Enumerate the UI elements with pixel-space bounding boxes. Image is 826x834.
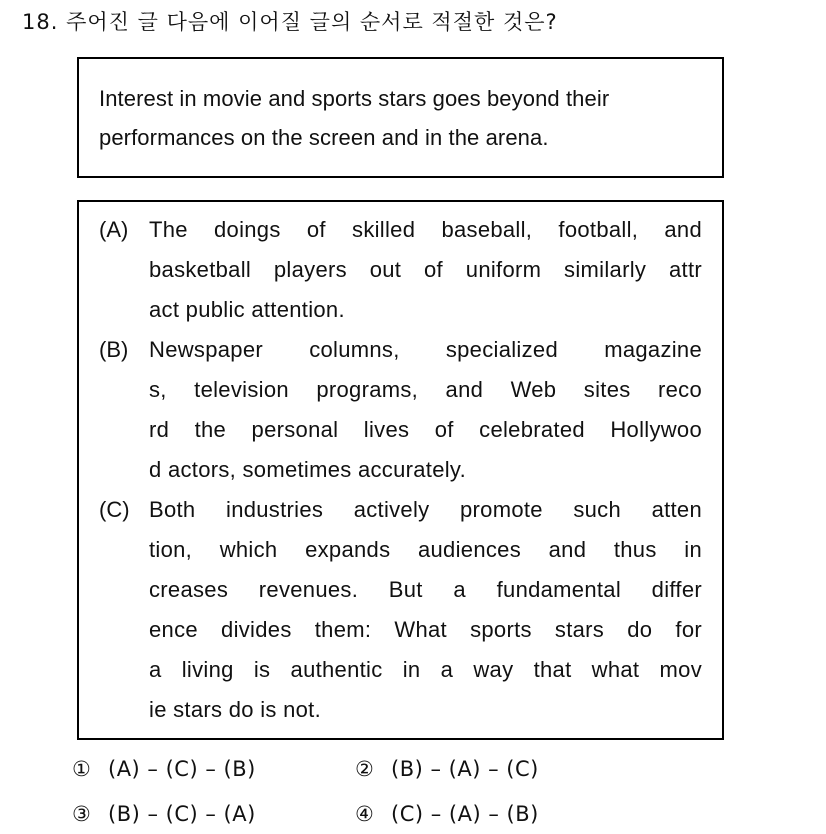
intro-line: Interest in movie and sports stars goes beyond their (99, 86, 610, 111)
choice-2[interactable] (355, 757, 539, 781)
paragraph-label: (C) (99, 497, 130, 522)
choice-text: (B) – (C) – (A) (108, 802, 256, 826)
paragraph-line: Newspaper columns, specialized magazine (149, 337, 702, 362)
question-title (22, 6, 558, 36)
choice-3[interactable] (72, 802, 256, 826)
paragraph-line: s, television programs, and Web sites reco (149, 377, 702, 402)
paragraph-line: rd the personal lives of celebrated Hollywoo (149, 417, 702, 442)
paragraph-line: creases revenues. But a fundamental differ (149, 577, 702, 602)
paragraph-line: d actors, sometimes accurately. (149, 457, 466, 482)
choice-number: ① (72, 757, 92, 781)
paragraph-line: a living is authentic in a way that what mov (149, 657, 702, 682)
paragraph-label: (B) (99, 337, 129, 362)
question-prompt: 주어진 글 다음에 이어질 글의 순서로 적절한 것은? (66, 10, 558, 34)
paragraph-line: ence divides them: What sports stars do for (149, 617, 702, 642)
choice-text: (B) – (A) – (C) (391, 757, 539, 781)
paragraph-line: tion, which expands audiences and thus in (149, 537, 702, 562)
choice-number: ② (355, 757, 375, 781)
paragraph-c (99, 490, 704, 730)
choice-text: (A) – (C) – (B) (108, 757, 256, 781)
paragraph-label: (A) (99, 217, 129, 242)
paragraph-line: ie stars do is not. (149, 697, 321, 722)
intro-line: performances on the screen and in the arena. (99, 125, 549, 150)
paragraph-a (99, 210, 704, 330)
paragraph-line: Both industries actively promote such atten (149, 497, 702, 522)
choice-4[interactable] (355, 802, 539, 826)
question-number: 18. (22, 10, 59, 34)
paragraph-line: The doings of skilled baseball, football, and (149, 217, 702, 242)
choice-1[interactable] (72, 757, 256, 781)
paragraph-b (99, 330, 704, 490)
paragraph-line: act public attention. (149, 297, 345, 322)
choice-number: ③ (72, 802, 92, 826)
passage-box (77, 200, 724, 740)
intro-box (77, 57, 724, 178)
paragraph-line: basketball players out of uniform similarly attr (149, 257, 702, 282)
choice-text: (C) – (A) – (B) (391, 802, 539, 826)
choice-number: ④ (355, 802, 375, 826)
